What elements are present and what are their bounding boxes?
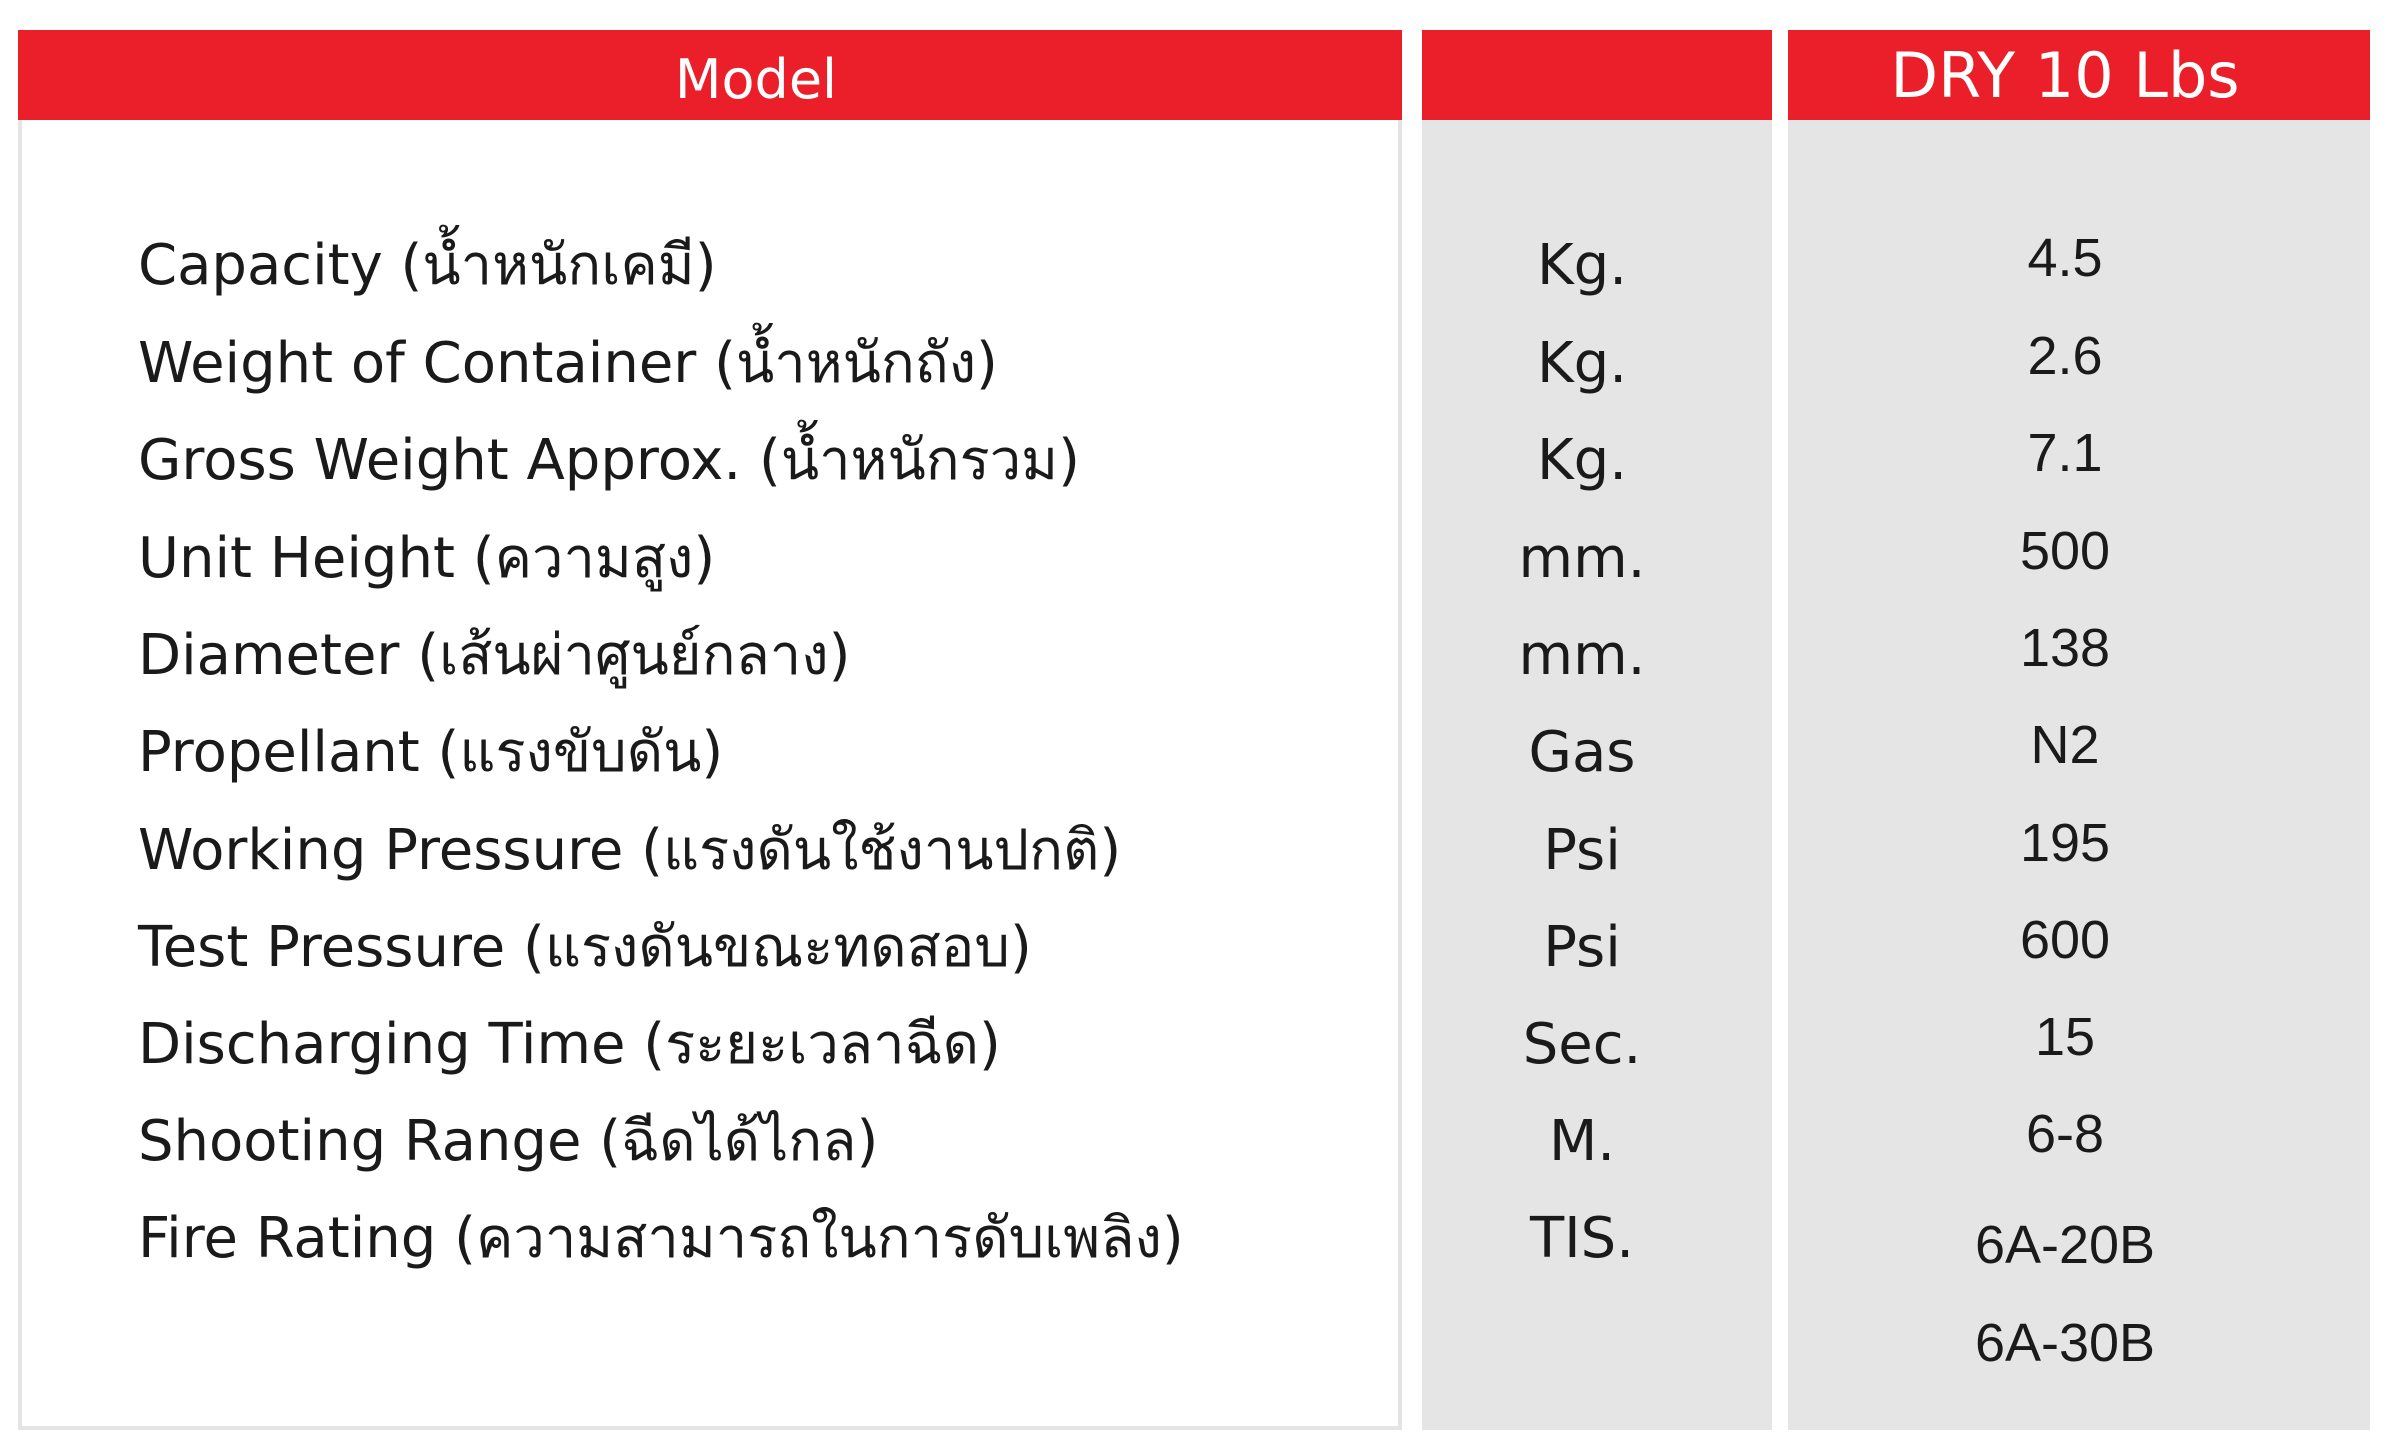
spec-label: Unit Height (ความสูง) bbox=[138, 526, 716, 591]
spec-row-test-pressure bbox=[0, 899, 2388, 997]
spec-row-shooting-range bbox=[0, 1093, 2388, 1191]
spec-unit: Gas bbox=[1528, 720, 1636, 785]
spec-row-working-pressure bbox=[0, 802, 2388, 900]
spec-unit bbox=[1422, 1288, 1742, 1386]
spec-value: 600 bbox=[2019, 910, 2111, 970]
spec-value: 6A-20B bbox=[1974, 1215, 2156, 1275]
spec-label: Working Pressure (แรงดันใช้งานปกติ) bbox=[138, 818, 1122, 883]
spec-row-fire-rating bbox=[0, 1190, 2388, 1288]
spec-label: Discharging Time (ระยะเวลาฉีด) bbox=[138, 1012, 1001, 1077]
spec-unit: TIS. bbox=[1529, 1206, 1635, 1271]
spec-row-discharging-time bbox=[0, 996, 2388, 1094]
spec-unit: Sec. bbox=[1522, 1012, 1642, 1077]
spec-unit: M. bbox=[1548, 1109, 1616, 1174]
spec-label: Diameter (เส้นผ่าศูนย์กลาง) bbox=[138, 623, 851, 688]
spec-label: Weight of Container (น้ำหนักถัง) bbox=[138, 331, 998, 396]
spec-label: Fire Rating (ความสามารถในการดับเพลิง) bbox=[138, 1206, 1184, 1271]
spec-unit: Psi bbox=[1543, 818, 1621, 883]
spec-unit: mm. bbox=[1518, 623, 1646, 688]
spec-label: Capacity (น้ำหนักเคมี) bbox=[138, 233, 717, 298]
spec-value: 6-8 bbox=[2025, 1104, 2105, 1164]
spec-value: 138 bbox=[2019, 618, 2111, 678]
spec-row-capacity bbox=[0, 217, 2388, 315]
spec-value: 15 bbox=[2034, 1007, 2096, 1067]
spec-value: 500 bbox=[2019, 521, 2111, 581]
spec-label: Propellant (แรงขับดัน) bbox=[138, 720, 724, 785]
spec-label: Gross Weight Approx. (น้ำหนักรวม) bbox=[138, 428, 1080, 493]
spec-value: 4.5 bbox=[2027, 228, 2103, 288]
spec-row-fire-rating-extra bbox=[0, 1288, 2388, 1386]
spec-row-propellant bbox=[0, 704, 2388, 802]
spec-row-diameter bbox=[0, 607, 2388, 705]
spec-value: 2.6 bbox=[2027, 326, 2103, 386]
spec-value: 7.1 bbox=[2027, 423, 2103, 483]
spec-unit: Kg. bbox=[1536, 428, 1628, 493]
spec-row-container-weight bbox=[0, 315, 2388, 413]
spec-unit: mm. bbox=[1518, 526, 1646, 591]
spec-row-unit-height bbox=[0, 510, 2388, 608]
spec-unit: Kg. bbox=[1536, 233, 1628, 298]
spec-row-gross-weight bbox=[0, 412, 2388, 510]
spec-label: Test Pressure (แรงดันขณะทดสอบ) bbox=[138, 915, 1032, 980]
spec-unit: Kg. bbox=[1536, 331, 1628, 396]
model-header-label: Model bbox=[674, 48, 838, 111]
spec-label: Shooting Range (ฉีดได้ไกล) bbox=[138, 1109, 879, 1174]
spec-value: 6A-30B bbox=[1974, 1313, 2156, 1373]
spec-value: N2 bbox=[2030, 715, 2100, 775]
spec-unit: Psi bbox=[1543, 915, 1621, 980]
spec-value: 195 bbox=[2019, 813, 2111, 873]
product-header-label: DRY 10 Lbs bbox=[1890, 39, 2240, 112]
